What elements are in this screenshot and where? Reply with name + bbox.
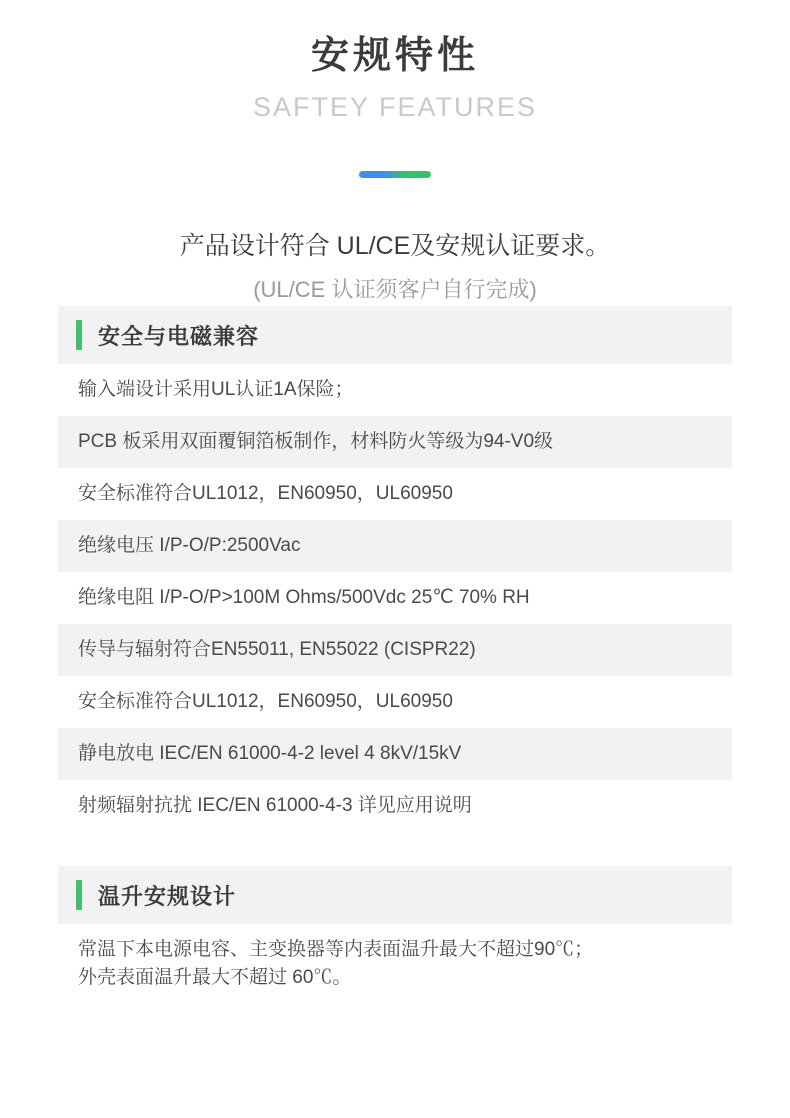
table-row: 输入端设计采用UL认证1A保险； — [58, 364, 732, 416]
table-row: 绝缘电压 I/P-O/P:2500Vac — [58, 520, 732, 572]
intro-block — [0, 228, 790, 307]
divider-wrapper — [0, 171, 790, 178]
accent-divider — [359, 171, 431, 178]
section-title: 温升安规设计 — [98, 883, 237, 909]
section-temperature-rise — [58, 866, 732, 1003]
section-title: 安全与电磁兼容 — [98, 323, 260, 349]
section-rows — [58, 924, 732, 1003]
page-header — [0, 0, 790, 178]
table-row: 传导与辐射符合EN55011, EN55022 (CISPR22) — [58, 624, 732, 676]
section-rows — [58, 364, 732, 832]
page-subtitle: SAFTEY FEATURES — [252, 91, 538, 122]
table-row: 静电放电 IEC/EN 61000-4-2 level 4 8kV/15kV — [58, 728, 732, 780]
section-accent-bar — [76, 880, 82, 910]
intro-main-text: 产品设计符合 UL/CE及安规认证要求。 — [179, 231, 611, 260]
section-accent-bar — [76, 320, 82, 350]
table-row: 绝缘电阻 I/P-O/P>100M Ohms/500Vdc 25℃ 70% RH — [58, 572, 732, 624]
table-row-line: 常温下本电源电容、主变换器等内表面温升最大不超过90℃； — [78, 939, 594, 961]
table-row: 安全标准符合UL1012，EN60950，UL60950 — [58, 676, 732, 728]
section-header — [58, 866, 732, 924]
section-safety-emc — [58, 306, 732, 832]
table-row: PCB 板采用双面覆铜箔板制作，材料防火等级为94-V0级 — [58, 416, 732, 468]
section-header — [58, 306, 732, 364]
table-row: 射频辐射抗扰 IEC/EN 61000-4-3 详见应用说明 — [58, 780, 732, 832]
intro-sub-text: (UL/CE 认证须客户自行完成) — [253, 277, 537, 303]
page-title: 安规特性 — [310, 35, 479, 77]
table-row-line: 外壳表面温升最大不超过 60℃。 — [78, 966, 352, 988]
table-row — [58, 924, 732, 1003]
table-row: 安全标准符合UL1012，EN60950，UL60950 — [58, 468, 732, 520]
